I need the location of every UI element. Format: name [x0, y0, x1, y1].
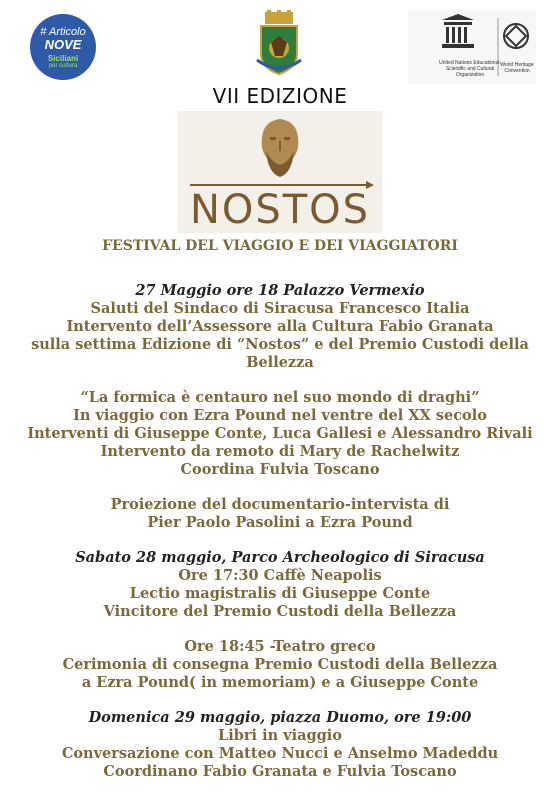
talk-line: Coordina Fulvia Toscano [180, 461, 380, 478]
day1-line: sulla settima Edizione di “Nostos” e del Premio Custodi della Bellezza [31, 336, 529, 371]
logo-text-line2: NOVE [44, 37, 82, 52]
unesco-org-text: United Nations Educational, Scientific and Cultural Organization [439, 60, 501, 78]
day1-heading: 27 Maggio ore 18 Palazzo Vermexio [135, 282, 425, 299]
day2-heading: Sabato 28 maggio, Parco Archeologico di Siracusa [75, 549, 485, 566]
whc-text: World Heritage Convention [500, 62, 534, 74]
talk-line: “La formica è centauro nel suo mondo di draghi” [80, 389, 480, 406]
unesco-logo [408, 10, 536, 84]
ceremony-line: Ore 18:45 -Teatro greco [184, 638, 376, 655]
day2-line: Ore 17:30 Caffè Neapolis [178, 567, 382, 584]
screening-line: Proiezione del documentario-intervista di [110, 496, 450, 513]
ceremony-line: a Ezra Pound( in memoriam) e a Giuseppe Conte [81, 674, 479, 691]
festival-subtitle: FESTIVAL DEL VIAGGIO E DEI VIAGGIATORI [102, 238, 458, 254]
day1-line: Intervento dell’Assessore alla Cultura Fabio Granata [66, 318, 494, 335]
nostos-wordmark: NOSTOS [189, 187, 371, 233]
day2-line: Lectio magistralis di Giuseppe Conte [129, 585, 431, 602]
articolo-nove-logo [30, 14, 96, 80]
day3-line: Conversazione con Matteo Nucci e Anselmo Madeddu [61, 745, 499, 762]
day1-line: Saluti del Sindaco di Siracusa Francesco Italia [90, 300, 470, 317]
day3-line: Coordinano Fabio Granata e Fulvia Toscano [103, 763, 457, 780]
crest-icon [255, 10, 303, 76]
talk-line: Interventi di Giuseppe Conte, Luca Gallesi e Alessandro Rivali [27, 425, 533, 442]
talk-line: Intervento da remoto di Mary de Rachelwitz [100, 443, 460, 460]
day2-line: Vincitore del Premio Custodi della Bellezza [103, 603, 457, 620]
logo-text-line4: per cultura [48, 63, 78, 69]
day3-heading: Domenica 29 maggio, piazza Duomo, ore 19:00 [88, 709, 472, 726]
nostos-logo [178, 111, 382, 233]
edition-title: VII EDIZIONE [212, 84, 348, 108]
screening-line: Pier Paolo Pasolini a Ezra Pound [147, 514, 413, 531]
logo-text-line3: Siciliani [47, 54, 79, 63]
talk-line: In viaggio con Ezra Pound nel ventre del XX secolo [73, 407, 487, 424]
day3-line: Libri in viaggio [218, 727, 342, 744]
logo-text-line1: # Articolo [40, 26, 86, 38]
ceremony-line: Cerimonia di consegna Premio Custodi della Bellezza [62, 656, 498, 673]
program [0, 282, 560, 781]
